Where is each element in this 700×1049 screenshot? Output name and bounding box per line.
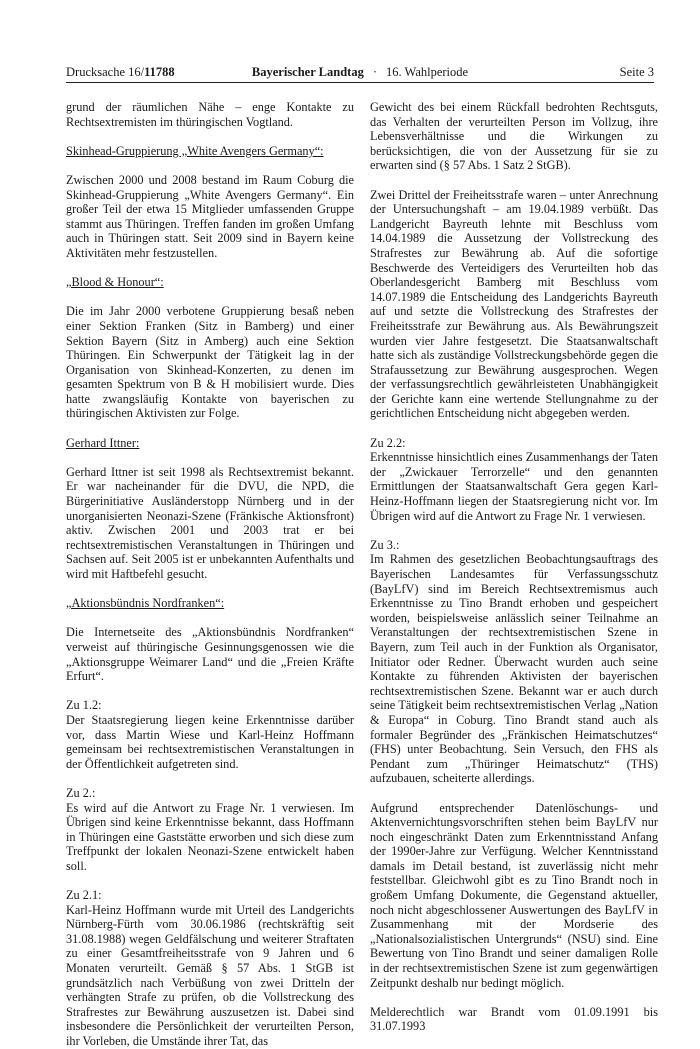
answer-label: Zu 2.2: bbox=[370, 435, 406, 450]
paragraph: grund der räumlichen Nähe – enge Kontakte zu Rechtsextremisten im thüringischen Vogtland. bbox=[66, 100, 354, 129]
paragraph: Gewicht des bei einem Rückfall bedrohten Rechtsguts, das Verhalten der verurteilten Person im Vollzug, ihre Lebensverhältnisse und die Wirkungen zu berücksichtigen, die von der Aussetzung für sie zu erwarten sind (§ 57 Abs. 1 Satz 2 StGB). bbox=[370, 100, 658, 173]
header-rule bbox=[66, 82, 654, 83]
paragraph: Der Staatsregierung liegen keine Erkenntnisse darüber vor, dass Martin Wiese und Karl-Heinz Hoffmann gemeinsam bei rechtsextremistischen Veranstaltungen in der Öffentlichkeit aufgetreten sind. bbox=[66, 712, 354, 771]
paragraph: Erkenntnisse hinsichtlich eines Zusammenhangs der Taten der „Zwickauer Terrorzelle“ und den genannten Ermittlungen der Staatsanwaltschaft Gera gegen Karl-Heinz-Hoffmann liegen der Staatsregierung nicht vor. Im Übrigen wird auf die Antwort zu Frage Nr. 1 verwiesen. bbox=[370, 450, 658, 523]
answer-label: Zu 2.: bbox=[66, 785, 96, 800]
right-column bbox=[370, 100, 658, 1034]
page-header bbox=[66, 64, 654, 80]
paragraph: Im Rahmen des gesetzlichen Beobachtungsauftrags des Bayerischen Landesamtes für Verfassungsschutz (BayLfV) sind im Bereich Rechtsextremismus auch Erkenntnisse zu Tino Brandt erhoben und gespeichert worden, beispielsweise anlässlich seiner Teilnahme an Veranstaltungen der rechtsextremistischen Szene in Bayern, zum Teil auch in der Funktion als Organisator, Initiator oder Redner. Überwacht wurden auch seine Kontakte zu führenden Aktivisten der bayerischen rechtsextremistischen Szene. Bekannt war er auch durch seine Tätigkeit beim rechtsextremistischen Verlag „Nation & Europa“ in Coburg. Tino Brandt stand auch als formaler Begründer des „Fränkischen Heimatschutzes“ (FHS) unter Beobachtung. Sein Versuch, den FHS als Pendant zum „Thüringer Heimatschutz“ (THS) aufzubauen, scheiterte allerdings. bbox=[370, 552, 658, 786]
parliament-title: Bayerischer Landtag bbox=[251, 65, 364, 79]
header-center bbox=[66, 64, 654, 80]
section-heading: Skinhead-Gruppierung „White Avengers Germany“: bbox=[66, 143, 324, 158]
answer-label: Zu 1.2: bbox=[66, 698, 102, 713]
paragraph: Die im Jahr 2000 verbotene Gruppierung besaß neben einer Sektion Franken (Sitz in Bamberg) und einer Sektion Bayern (Sitz in Amberg) auch eine Sektion Thüringen. Ein Schwerpunkt der Tätigkeit lag in der Organisation von Skinhead-Konzerten, zu denen im gesamten Spektrum von B & H mobilisiert wurde. Dies hatte zwangsläufig Kontakte von bayerischen zu thüringischen Aktivisten zur Folge. bbox=[66, 304, 354, 421]
paragraph: Karl-Heinz Hoffmann wurde mit Urteil des Landgerichts Nürnberg-Fürth vom 30.06.1986 (rechtskräftig seit 31.08.1988) wegen Geldfälschung und weiterer Straftaten zu einer Gesamtfreiheitsstrafe von 9 Jahren und 6 Monaten verurteilt. Gemäß § 57 Abs. 1 StGB ist grundsätzlich nach Verbüßung von zwei Dritteln der verhängten Strafe zu prüfen, ob die Vollstreckung des Strafrestes zur Bewährung auszusetzen ist. Dabei sind insbesondere die Persönlichkeit der verurteilten Person, ihr Vorleben, die Umstände ihrer Tat, das bbox=[66, 902, 354, 1048]
paragraph: Die Internetseite des „Aktionsbündnis Nordfranken“ verweist auf thüringische Gesinnungsgenossen wie die „Aktionsgruppe Weimarer Land“ und die „Freien Kräfte Erfurt“. bbox=[66, 625, 354, 684]
document-number-prefix: Drucksache 16/ bbox=[66, 65, 145, 79]
paragraph: Es wird auf die Antwort zu Frage Nr. 1 verwiesen. Im Übrigen sind keine Erkenntnisse bekannt, dass Hoffmann in Thüringen eine Gaststätte erworben und sich diese zum Treffpunkt der lokalen Neonazi-Szene entwickelt haben soll. bbox=[66, 800, 354, 873]
legislative-period: 16. Wahlperiode bbox=[386, 65, 469, 79]
paragraph: Gerhard Ittner ist seit 1998 als Rechtsextremist bekannt. Er war nacheinander für die DVU, die NPD, die Bürgerinitiative Ausländerstopp Nürnberg und in der unorganisierten Neonazi-Szene (Fränkische Aktionsfront) aktiv. Zwischen 2001 und 2003 trat er bei rechtsextremistischen Veranstaltungen in Thüringen und Sachsen auf. Seit 2005 ist er unbekannten Aufenthalts und wird mit Haftbefehl gesucht. bbox=[66, 464, 354, 581]
paragraph: Zwischen 2000 und 2008 bestand im Raum Coburg die Skinhead-Gruppierung „White Avengers Germany“. Ein großer Teil der etwa 15 Mitglieder umfassenden Gruppe stammt aus Thüringen. Treffen fanden im großen Umfang auch in Thüringen statt. Seit 2009 sind in Bayern keine Aktivitäten mehr festzustellen. bbox=[66, 172, 354, 260]
section-heading: Gerhard Ittner: bbox=[66, 435, 140, 450]
section-heading: „Blood & Honour“: bbox=[66, 275, 164, 290]
document-number-value: 11788 bbox=[144, 65, 175, 79]
left-column bbox=[66, 100, 354, 1049]
page-number: Seite 3 bbox=[619, 65, 654, 79]
paragraph: Aufgrund entsprechender Datenlöschungs- und Aktenvernichtungsvorschriften stehen beim BayLfV nur noch eingeschränkt Daten zum Erkenntnisstand Anfang der 1990er-Jahre zur Verfügung. Welcher Kenntnisstand damals im Detail bestand, ist zuverlässig nicht mehr feststellbar. Gleichwohl gibt es zu Tino Brandt noch in großem Umfang Dokumente, die Gegenstand aktueller, noch nicht abgeschlossener Auswertungen des BayLfV in Zusammenhang mit der Mordserie des „Nationalsozialistischen Untergrunds“ (NSU) sind. Eine Bewertung von Tino Brandt und seiner damaligen Rolle in der rechtsextremistischen Szene ist zum gegenwärtigen Zeitpunkt deshalb nur bedingt möglich. bbox=[370, 800, 658, 990]
answer-label: Zu 2.1: bbox=[66, 888, 102, 903]
answer-label: Zu 3.: bbox=[370, 537, 400, 552]
header-separator: · bbox=[372, 65, 377, 79]
paragraph: Melderechtlich war Brandt vom 01.09.1991 bis 31.07.1993 bbox=[370, 1004, 658, 1034]
paragraph: Zwei Drittel der Freiheitsstrafe waren – unter Anrechnung der Untersuchungshaft – am 19.04.1989 verbüßt. Das Landgericht Bayreuth lehnte mit Beschluss vom 14.04.1989 die Aussetzung der Vollstreckung des Strafrestes zur Bewährung ab. Auf die sofortige Beschwerde des Verteidigers des Verurteilten hob das Oberlandesgericht Bamberg mit Beschluss vom 14.07.1989 die Entscheidung des Landgerichts Bayreuth auf und setzte die Vollstreckung des Strafrestes der Freiheitsstrafe zur Bewährung aus. Als Bewährungszeit wurden vier Jahre festgesetzt. Die Staatsanwaltschaft hatte sich als zuständige Vollstreckungsbehörde gegen die Strafaussetzung zur Bewährung ausgesprochen. Wegen der verfassungsrechtlich gewährleisteten Unabhängigkeit der Gerichte kann eine wertende Stellungnahme zu der gerichtlichen Entscheidung nicht abgegeben werden. bbox=[370, 187, 658, 421]
section-heading: „Aktionsbündnis Nordfranken“: bbox=[66, 596, 225, 611]
